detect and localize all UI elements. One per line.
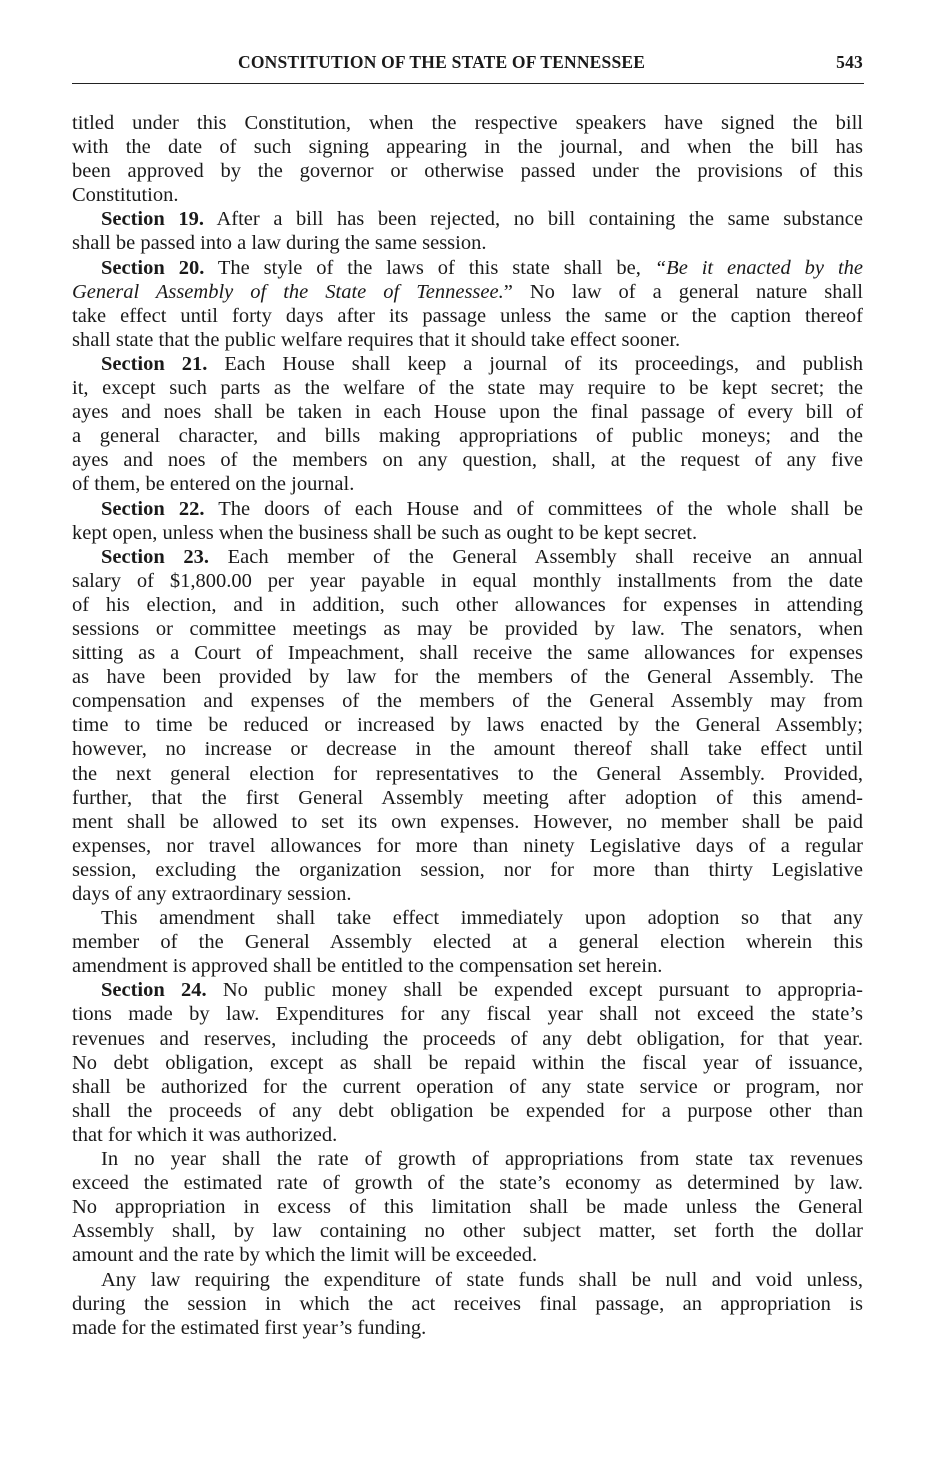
text-line: kept open, unless when the business shall be such as ought to be kept secret.: [72, 521, 698, 544]
paragraph-growth-limit: [72, 1147, 863, 1267]
text-line: exceed the estimated rate of growth of the state’s economy as determined by law.: [72, 1172, 863, 1195]
text-line: shall the proceeds of any debt obligation be expended for a purpose other than: [72, 1099, 863, 1122]
section-heading: Section 23.: [101, 545, 210, 568]
paragraph-section-23: [72, 545, 863, 906]
text-line: ment shall be allowed to set its own expenses. However, no member shall be paid: [72, 810, 863, 833]
text-line: been approved by the governor or otherwise passed under the provisions of this: [72, 160, 863, 183]
text-line: member of the General Assembly elected at a general election wherein this: [72, 931, 863, 954]
text-line: No debt obligation, except as shall be repaid within the fiscal year of issuance,: [72, 1051, 863, 1074]
paragraph-continuation: [72, 111, 863, 207]
text-line: take effect until forty days after its passage unless the same or the caption thereof: [72, 304, 863, 327]
text-line: it, except such parts as the welfare of the state may require to be kept secret; the: [72, 377, 863, 400]
paragraph-section-19: [72, 207, 863, 255]
section-heading: Section 22.: [101, 497, 205, 520]
text-line: Section 23. Each member of the General Assembly shall receive an annual: [101, 545, 863, 568]
header-rule: [72, 83, 864, 84]
text-line: Section 22. The doors of each House and of committees of the whole shall be: [101, 497, 863, 520]
text-line: revenues and reserves, including the proceeds of any debt obligation, for that year.: [72, 1027, 863, 1050]
text-line: General Assembly of the State of Tennessee.” No law of a general nature shall: [72, 280, 864, 303]
enacting-clause-italic: “Be it enacted by the: [654, 256, 863, 279]
text-line: the next general election for representatives to the General Assembly. Provided,: [72, 762, 863, 785]
text-line: shall be passed into a law during the same session.: [72, 232, 487, 255]
enacting-clause-italic: General Assembly of the State of Tennessee.: [72, 280, 504, 303]
text-line: titled under this Constitution, when the respective speakers have signed the bill: [72, 112, 863, 134]
text-line: Section 24. No public money shall be expended except pursuant to appropria-: [101, 979, 863, 1002]
text-line: amendment is approved shall be entitled to the compensation set herein.: [72, 955, 663, 978]
body-text: [72, 111, 863, 1340]
text-line: This amendment shall take effect immediately upon adoption so that any: [101, 907, 863, 930]
page-number: 543: [836, 52, 863, 72]
text-line: time to time be reduced or increased by laws enacted by the General Assembly;: [72, 714, 863, 737]
text-line: Section 21. Each House shall keep a journal of its proceedings, and publish: [101, 352, 863, 375]
paragraph-section-24: [72, 978, 863, 1147]
text-line: Assembly shall, by law containing no other subject matter, set forth the dollar: [72, 1220, 863, 1243]
text-line: sitting as a Court of Impeachment, shall receive the same allowances for expenses: [72, 642, 863, 665]
paragraph-section-21: [72, 352, 863, 497]
text-line: No appropriation in excess of this limitation shall be made unless the General: [72, 1196, 863, 1219]
text-line: ayes and noes shall be taken in each House upon the final passage of every bill of: [72, 401, 863, 424]
section-heading: Section 20.: [101, 256, 205, 279]
text-line: expenses, nor travel allowances for more than ninety Legislative days of a regular: [72, 834, 863, 857]
text-line: Section 20. The style of the laws of this state shall be, “Be it enacted by the: [101, 256, 863, 279]
text-line: of them, be entered on the journal.: [72, 473, 355, 496]
text-line: shall state that the public welfare requires that it should take effect sooner.: [72, 328, 681, 351]
text-line: further, that the first General Assembly meeting after adoption of this amend-: [72, 786, 863, 809]
running-header: [72, 52, 863, 76]
paragraph-section-22: [72, 497, 863, 545]
text-line: salary of $1,800.00 per year payable in equal monthly installments from the date: [72, 569, 863, 592]
text-line: In no year shall the rate of growth of appropriations from state tax revenues: [101, 1148, 863, 1171]
section-heading: Section 19.: [101, 208, 204, 231]
text-line: a general character, and bills making appropriations of public moneys; and the: [72, 425, 863, 448]
text-line: sessions or committee meetings as may be provided by law. The senators, when: [72, 617, 863, 640]
text-line: that for which it was authorized.: [72, 1123, 338, 1146]
text-line: as have been provided by law for the members of the General Assembly. The: [72, 666, 863, 689]
text-line: Section 19. After a bill has been rejected, no bill containing the same substance: [101, 208, 863, 231]
text-line: tions made by law. Expenditures for any fiscal year shall not exceed the state’s: [72, 1003, 863, 1026]
text-line: during the session in which the act receives final passage, an appropriation is: [72, 1292, 863, 1315]
text-line: made for the estimated first year’s funding.: [72, 1316, 427, 1339]
section-heading: Section 21.: [101, 352, 208, 375]
section-heading: Section 24.: [101, 979, 207, 1002]
paragraph-section-20: [72, 256, 863, 352]
text-line: of his election, and in addition, such other allowances for expenses in attending: [72, 593, 863, 616]
text-line: compensation and expenses of the members of the General Assembly may from: [72, 690, 863, 713]
text-line: amount and the rate by which the limit will be exceeded.: [72, 1244, 538, 1267]
header-title: CONSTITUTION OF THE STATE OF TENNESSEE: [238, 52, 646, 72]
text-line: Constitution.: [72, 184, 179, 207]
text-line: days of any extraordinary session.: [72, 883, 352, 905]
text-line: however, no increase or decrease in the amount thereof shall take effect until: [72, 738, 863, 761]
text-line: shall be authorized for the current operation of any state service or program, nor: [72, 1075, 863, 1098]
text-line: Any law requiring the expenditure of state funds shall be null and void unless,: [101, 1268, 863, 1291]
paragraph-funding-requirement: [72, 1268, 863, 1340]
text-line: session, excluding the organization session, nor for more than thirty Legislative: [72, 858, 863, 881]
text-line: with the date of such signing appearing in the journal, and when the bill has: [72, 136, 863, 159]
paragraph-amendment-effect: [72, 906, 863, 978]
text-line: ayes and noes of the members on any question, shall, at the request of any five: [72, 449, 863, 472]
